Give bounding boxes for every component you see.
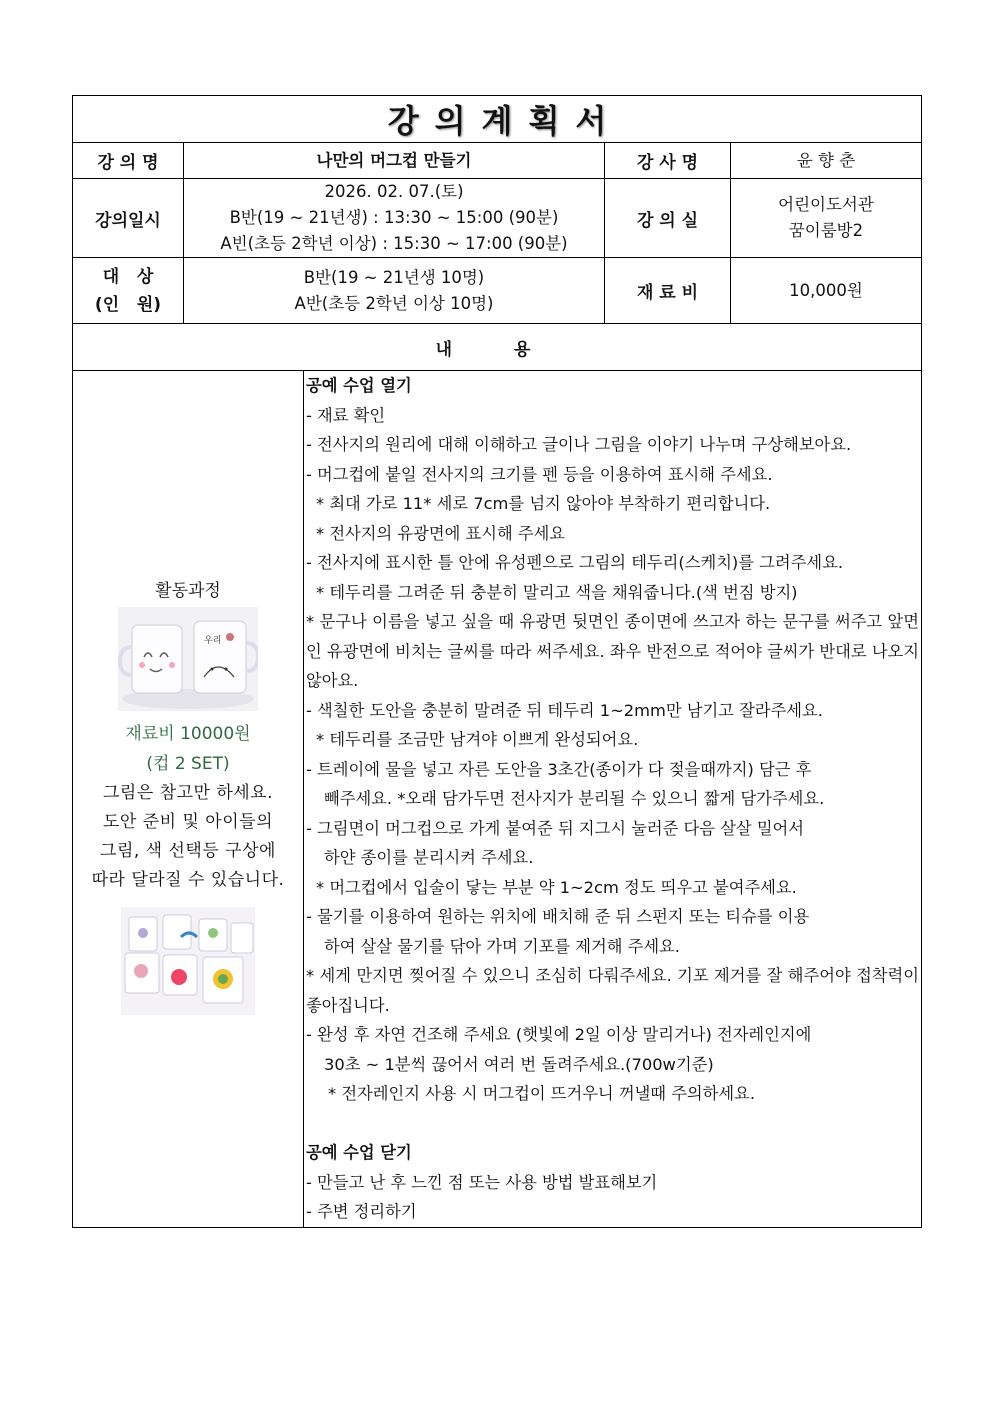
target-label-line1: 대 상 (102, 266, 154, 287)
process-label: 활동과정 (155, 581, 221, 601)
content-section-header: 내 용 (73, 324, 922, 371)
content-line: * 문구나 이름을 넣고 싶을 때 유광면 뒷면인 종이면에 쓰고자 하는 문구를 써주고 앞면인 유광면에 비치는 글씨를 따라 써주세요. 좌우 반전으로 적어야 글씨가 반대로 나오지 않아요. (306, 612, 919, 690)
content-line: - 그림면이 머그컵으로 가게 붙여준 뒤 지그시 눌러준 다음 살살 밀어서 (306, 818, 805, 838)
content-line: 30초 ~ 1분씩 끊어서 여러 번 돌려주세요.(700w기준) (324, 1054, 714, 1074)
fee-label: 재 료 비 (605, 258, 731, 324)
content-line: * 테두리를 그려준 뒤 충분히 말리고 색을 채워줍니다.(색 번짐 방지) (316, 582, 798, 602)
content-line: - 트레이에 물을 넣고 자른 도안을 3초간(종이가 다 젖을때까지) 담근 후 (306, 759, 812, 779)
content-line: 하여 살살 물기를 닦아 가며 기포를 제거해 주세요. (324, 936, 680, 956)
content-heading: 공예 수업 열기 (306, 376, 412, 395)
course-name-value: 나만의 머그컵 만들기 (184, 143, 605, 179)
content-line: - 물기를 이용하여 원하는 위치에 배치해 준 뒤 스펀지 또는 티슈를 이용 (306, 907, 810, 926)
content-line: 하얀 종이를 분리시켜 주세요. (324, 848, 534, 867)
content-line: - 주변 정리하기 (306, 1202, 417, 1221)
content-line: - 만들고 난 후 느낀 점 또는 사용 방법 발표해보기 (306, 1172, 658, 1192)
content-column (304, 371, 922, 1228)
content-line: - 머그컵에 붙일 전사지의 크기를 펜 등을 이용하여 표시해 주세요. (306, 464, 773, 484)
room-cell (731, 179, 922, 258)
room-name: 꿈이룸방2 (788, 221, 864, 240)
instructor-value: 윤 향 춘 (731, 143, 922, 179)
svg-text:우리: 우리 (204, 636, 222, 646)
content-line: - 재료 확인 (306, 405, 386, 425)
content-line: - 전사지에 표시한 틀 안에 유성펜으로 그림의 테두리(스케치)를 그려주세요. (306, 553, 843, 572)
room-building: 어린이도서관 (778, 195, 874, 214)
mug-pair-photo (118, 607, 258, 711)
target-label-line2: (인 원) (94, 294, 162, 315)
content-list (304, 371, 921, 1227)
note-line-3: 그림, 색 선택등 구상에 (100, 841, 276, 861)
schedule-class-b: B반(19 ~ 21년생) : 13:30 ~ 15:00 (90분) (229, 208, 559, 227)
content-line: * 전자레인지 사용 시 머그컵이 뜨거우니 꺼낼때 주의하세요. (328, 1084, 756, 1103)
document-title: 강의계획서 (387, 102, 623, 140)
content-line: * 전사지의 유광면에 표시해 주세요 (316, 523, 566, 543)
target-class-b: B반(19 ~ 21년생 10명) (303, 267, 485, 287)
content-line: 빼주세요. *오래 담가두면 전사지가 분리될 수 있으니 짧게 담가주세요. (324, 789, 825, 808)
content-line (306, 1109, 919, 1139)
content-line: - 완성 후 자연 건조해 주세요 (햇빛에 2일 이상 말리거나) 전자레인지에 (306, 1025, 812, 1044)
schedule-cell (184, 179, 605, 258)
content-line: * 테두리를 조금만 남겨야 이쁘게 완성되어요. (316, 730, 639, 749)
target-cell (184, 258, 605, 324)
left-column (73, 371, 304, 1228)
content-line: - 색칠한 도안을 충분히 말려준 뒤 테두리 1~2mm만 남기고 잘라주세요. (306, 700, 823, 720)
note-line-4: 따라 달라질 수 있습니다. (91, 870, 285, 890)
materials-set: (컵 2 SET) (146, 754, 230, 774)
instructor-label: 강 사 명 (605, 143, 731, 179)
schedule-class-a: A빈(초등 2학년 이상) : 15:30 ~ 17:00 (90분) (220, 234, 568, 253)
mug-group-photo (121, 907, 255, 1015)
note-line-1: 그림은 참고만 하세요. (102, 783, 273, 803)
content-line: - 전사지의 원리에 대해 이해하고 글이나 그림을 이야기 나누며 구상해보아요. (306, 435, 852, 454)
target-class-a: A반(초등 2학년 이상 10명) (294, 293, 494, 313)
lecture-plan-table (72, 95, 922, 1228)
title-cell (73, 96, 922, 143)
note-line-2: 도안 준비 및 아이들의 (102, 812, 273, 832)
room-label: 강 의 실 (605, 179, 731, 258)
content-heading: 공예 수업 닫기 (306, 1143, 412, 1162)
schedule-date: 2026. 02. 07.(토) (324, 182, 464, 201)
date-label: 강의일시 (73, 179, 184, 258)
content-line: * 최대 가로 11* 세로 7cm를 넘지 않아야 부착하기 편리합니다. (316, 494, 771, 513)
content-line: * 머그컵에서 입술이 닿는 부분 약 1~2cm 정도 띄우고 붙여주세요. (316, 877, 797, 897)
course-name-label: 강 의 명 (73, 143, 184, 179)
target-label (73, 258, 184, 324)
materials-fee: 재료비 10000원 (125, 724, 251, 744)
content-line: * 세게 만지면 찢어질 수 있으니 조심히 다뤄주세요. 기포 제거를 잘 해주어야 접착력이 좋아집니다. (306, 966, 919, 1015)
fee-value: 10,000원 (731, 258, 922, 324)
